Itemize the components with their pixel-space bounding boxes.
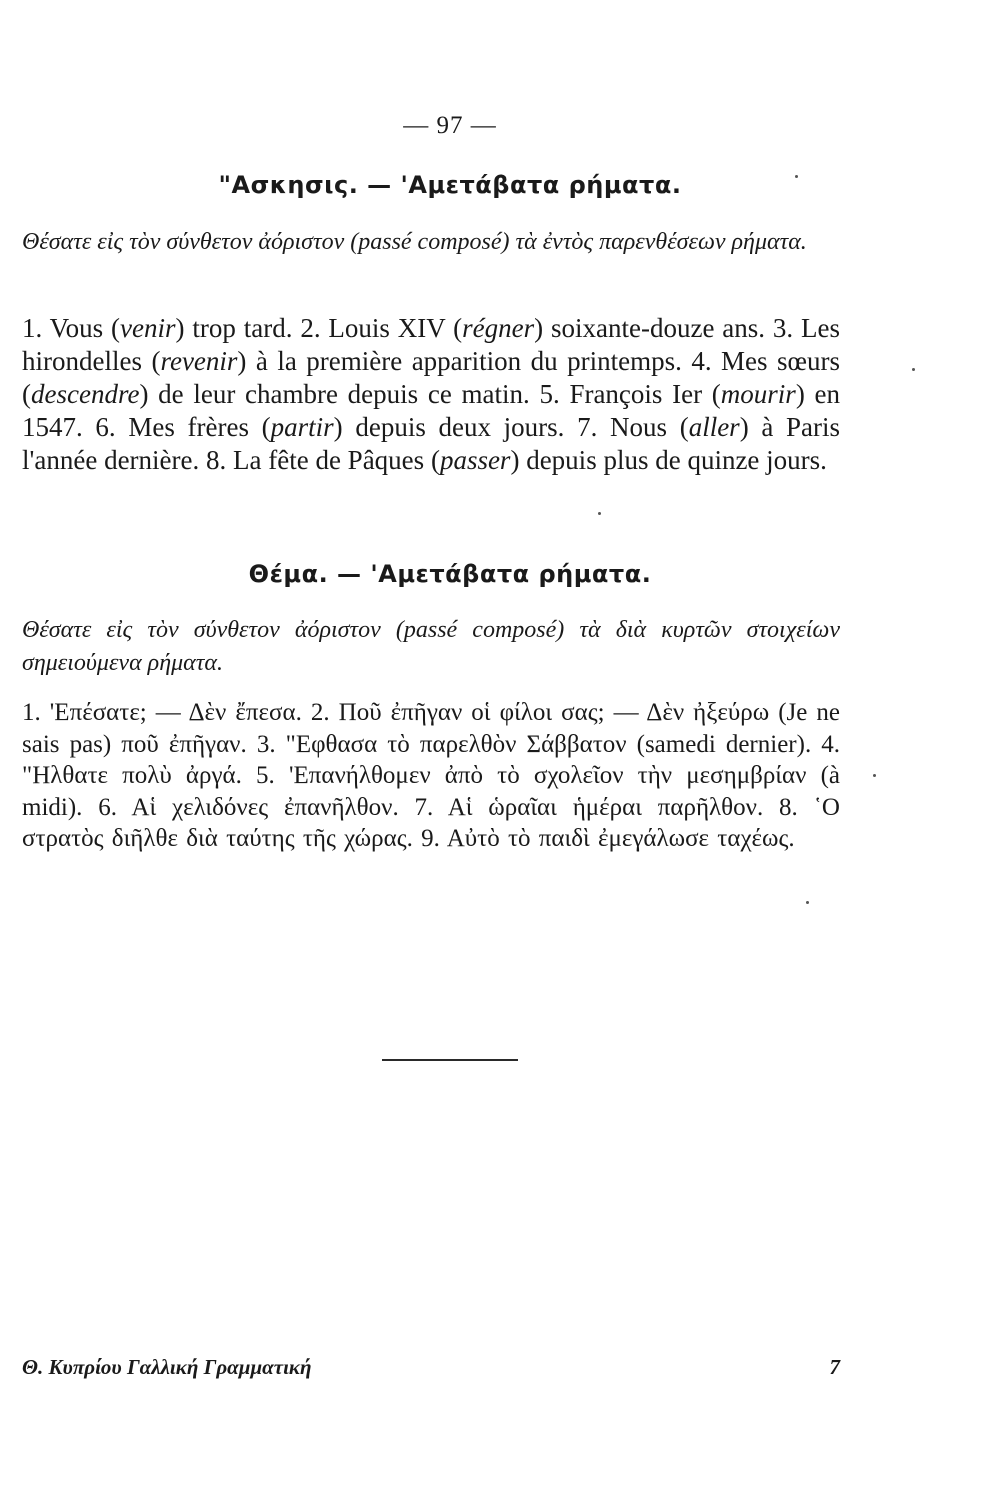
item-number: 3.	[772, 313, 802, 343]
page-number: — 97 —	[403, 112, 497, 139]
item-number: 8.	[206, 445, 234, 475]
item-number: 6.	[98, 793, 132, 821]
item-subject: La fête de Pâques	[233, 445, 431, 475]
item-number: 1.	[22, 699, 50, 726]
item-verb: (passer)	[430, 445, 520, 475]
item-number: 7.	[414, 793, 448, 821]
theme-item	[98, 794, 414, 821]
signature-mark: 7	[829, 1355, 840, 1379]
item-number: 2.	[310, 699, 339, 726]
item-subject: Les hirondelles	[22, 313, 840, 376]
exercise-heading: "Ασκησις. — 'Αμετάβατα ρήματα.	[218, 171, 682, 199]
print-speck	[806, 901, 809, 904]
theme-item	[22, 699, 311, 726]
exercise-item	[22, 313, 300, 343]
exercise-item	[300, 313, 773, 343]
item-verb: (descendre)	[22, 379, 149, 409]
item-number: 7.	[577, 412, 610, 442]
item-subject: Mes sœurs	[721, 346, 841, 376]
item-remainder: de leur chambre depuis ce matin.	[148, 379, 540, 409]
item-text: Αὐτὸ τὸ παιδὶ ἐμεγάλωσε ταχέως.	[446, 825, 795, 853]
item-number: 5.	[256, 762, 289, 790]
exercise-instruction: Θέσατε εἰς τὸν σύνθετον ἀόριστον (passé composé) τὰ ἐντὸς παρενθέσεων ρήματα.	[22, 229, 807, 255]
item-subject: Louis XIV	[328, 313, 454, 343]
item-subject: Mes frères	[128, 412, 262, 442]
item-number: 3.	[256, 730, 286, 758]
theme-item	[257, 731, 821, 758]
item-number: 9.	[421, 825, 447, 853]
item-text: "Ηλθατε πολὺ ἀργά.	[22, 762, 257, 790]
exercise-item	[95, 412, 577, 442]
item-text: 'Επέσατε; — Δὲν ἔπεσα.	[49, 699, 311, 726]
item-subject: François Ier	[569, 379, 712, 409]
item-remainder: depuis deux jours.	[342, 412, 578, 442]
item-number: 2.	[300, 313, 329, 343]
theme-instruction: Θέσατε εἰς τὸν σύνθετον ἀόριστον (passé composé) τὰ διὰ κυρτῶν στοιχείων σημειούμενα ρήματα.	[22, 617, 840, 676]
item-number: 8.	[779, 793, 814, 821]
print-speck	[795, 175, 798, 178]
item-verb: (venir)	[111, 313, 185, 343]
item-text: ῾Ο στρατὸς διῆλθε διὰ ταύτης τῆς χώρας.	[22, 793, 840, 853]
print-speck	[598, 512, 601, 515]
item-number: 5.	[539, 379, 570, 409]
item-remainder: à la première apparition du printemps.	[246, 346, 692, 376]
item-text: "Εφθασα τὸ παρελθὸν Σάββατον (samedi dernier).	[285, 730, 822, 758]
item-text: Αἱ ὡραῖαι ἡμέραι παρῆλθον.	[447, 793, 780, 821]
theme-item	[415, 794, 780, 821]
item-verb: (régner)	[453, 313, 544, 343]
item-remainder: trop tard.	[184, 313, 301, 343]
item-number: 4.	[691, 346, 722, 376]
item-remainder: depuis plus de quinze jours.	[519, 445, 827, 475]
item-subject: Nous	[610, 412, 680, 442]
theme-greek-sentences	[22, 697, 840, 855]
item-text: Αἱ χελιδόνες ἐπανῆλθον.	[131, 793, 415, 821]
item-number: 1.	[22, 313, 50, 343]
exercise-french-sentences	[22, 312, 840, 477]
book-title: Θ. Κυπρίου Γαλλική Γραμματική	[22, 1355, 312, 1379]
theme-item	[421, 825, 795, 852]
item-number: 4.	[821, 730, 841, 758]
print-speck	[873, 774, 876, 777]
item-verb: (partir)	[261, 412, 343, 442]
item-subject: Vous	[49, 313, 112, 343]
item-text: Ποῦ ἐπῆγαν οἱ φίλοι σας; — Δὲν ἠξεύρω (Je ne sais pas) ποῦ ἐπῆγαν.	[22, 699, 841, 758]
item-remainder: soixante-douze ans.	[543, 313, 773, 343]
item-verb: (revenir)	[151, 346, 247, 376]
print-speck	[912, 368, 915, 371]
item-text: 'Επανήλθομεν ἀπὸ τὸ σχολεῖον τὴν μεσημβρίαν (à midi).	[22, 762, 841, 821]
item-number: 6.	[95, 412, 129, 442]
theme-heading: Θέμα. — 'Αμετάβατα ρήματα.	[248, 560, 652, 588]
section-divider-rule	[382, 1059, 518, 1061]
item-verb: (mourir)	[711, 379, 805, 409]
item-remainder: à Paris l'année dernière.	[22, 412, 841, 475]
exercise-item	[206, 445, 827, 475]
item-remainder: en 1547.	[22, 379, 840, 442]
item-verb: (aller)	[679, 412, 749, 442]
